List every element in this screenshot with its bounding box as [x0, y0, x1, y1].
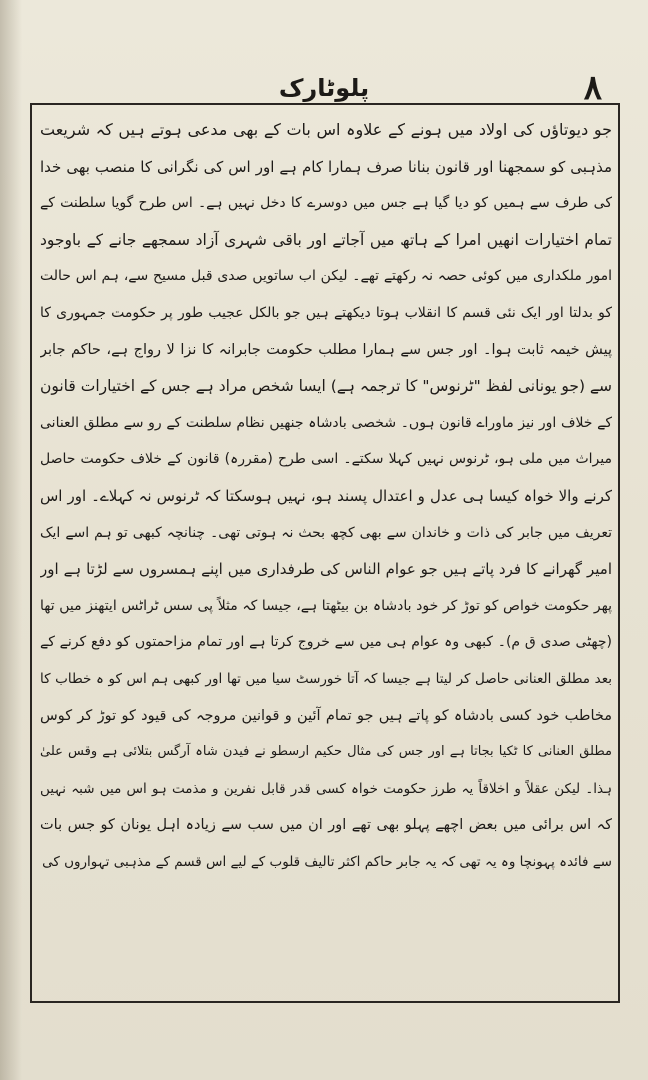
- text-line: تعریف میں جابر کی ذات و خاندان سے بھی کچھ بحث نہ ہوتی تھی۔ چنانچہ کبھی تو ہم اسے ایک: [40, 524, 612, 541]
- text-line: پیش خیمہ ثابت ہوا۔ اور جس سے ہمارا مطلب حکومت جابرانہ کا نزا لا رواج ہے، حاکم جابر: [40, 341, 612, 358]
- text-line: کے خلاف اور نیز ماوراے قانون ہوں۔ شخصی بادشاہ جنھیں نظام سلطنت کے رو سے مطلق العنانی: [40, 414, 612, 431]
- text-line: سے فائدہ پہونچا وہ یہ تھی کہ یہ جابر حاکم اکثر تالیف قلوب کے لیے اس قسم کے مذہبی تہواروں کی: [42, 853, 612, 870]
- text-line: مطلق العنانی کا ٹکیا بجاتا ہے اور جس کی مثال حکیم ارسطو نے فیدن شاہ آرگس بتلائی ہے وقس علیٰ: [40, 744, 612, 760]
- text-line: کی طرف سے ہمیں کو دیا گیا ہے جس میں دوسرے کا دخل نہیں ہے۔ اس طرح گویا سلطنت کے: [40, 195, 612, 212]
- text-line: امور ملکداری میں کوئی حصہ نہ رکھتے تھے۔ لیکن اب ساتویں صدی قبل مسیح سے، ہم اس حالت: [40, 268, 612, 285]
- page-header: [40, 68, 608, 108]
- text-line: میراث میں ملی ہو، ٹرنوس نہیں کہلا سکتے۔ اسی طرح (مقررہ) قانون کے خلاف حکومت حاصل: [40, 451, 612, 468]
- text-line: ہذا۔ لیکن عقلاً و اخلاقاً یہ طرز حکومت خواہ کسی قدر قابل نفرین و مذمت ہو اس میں شبہ نہیں: [40, 780, 612, 797]
- text-line: مذہبی کو سمجھنا اور قانون بنانا صرف ہمارا کام ہے اور اس کی نگرانی کا منصب بھی خدا: [40, 157, 612, 176]
- text-line: کرنے والا خواہ کیسا ہی عدل و اعتدال پسند ہو، نہیں ہوسکتا کہ ٹرنوس نہ کہلاے۔ اور اس: [40, 486, 612, 505]
- text-line: امیر گھرانے کا فرد پاتے ہیں جو عوام الناس کی طرفداری میں اپنے ہمسروں سے لڑتا ہے اور: [40, 560, 612, 579]
- running-title: پلوٹارک: [278, 74, 370, 102]
- text-line: مخاطب خود کسی بادشاہ کو پاتے ہیں جو تمام آئین و قوانین مروجہ کی قیود کو توڑ کر کوس: [40, 707, 612, 724]
- text-line: (چھٹی صدی ق م)۔ کبھی وہ عوام ہی میں سے خروج کرتا ہے اور تمام مزاحمتوں کو دفع کرنے کے: [40, 634, 612, 651]
- text-line: تمام اختیارات انھیں امرا کے ہاتھ میں آجاتے اور باقی شہری آزاد سمجھے جانے کے باوجود: [40, 230, 612, 249]
- text-line: کو بدلتا اور ایک نئی قسم کا انقلاب ہوتا دیکھتے ہیں جو بالکل عجیب طور پر حکومت جمہوری کا: [40, 304, 612, 321]
- text-line: بعد مطلق العنانی حاصل کر لیتا ہے جیسا کہ آتا خورسٹ سیا میں تھا اور کبھی ہم اس کو ہ خطاب کا: [40, 670, 612, 687]
- text-line: جو دیوتاؤں کی اولاد میں ہونے کے علاوہ اس بات کے بھی مدعی ہوتے ہیں کہ شریعت: [40, 120, 612, 139]
- body-text: [40, 112, 612, 992]
- text-line: پھر حکومت خواص کو توڑ کر خود بادشاہ بن بیٹھتا ہے، جیسا کہ مثلاً پی سس ٹراٹس ایتھنز میں تھا: [40, 597, 612, 614]
- text-line: کہ اس برائی میں بعض اچھے پہلو بھی تھے اور ان میں سب سے زیادہ اہل یونان کو جس بات: [40, 817, 612, 834]
- text-line: سے (جو یونانی لفظ "ٹرنوس" کا ترجمہ ہے) ایسا شخص مراد ہے جس کے اختیارات قانون: [40, 377, 612, 396]
- page-number: ۸: [583, 68, 602, 108]
- page-edge-shadow: [0, 0, 22, 1080]
